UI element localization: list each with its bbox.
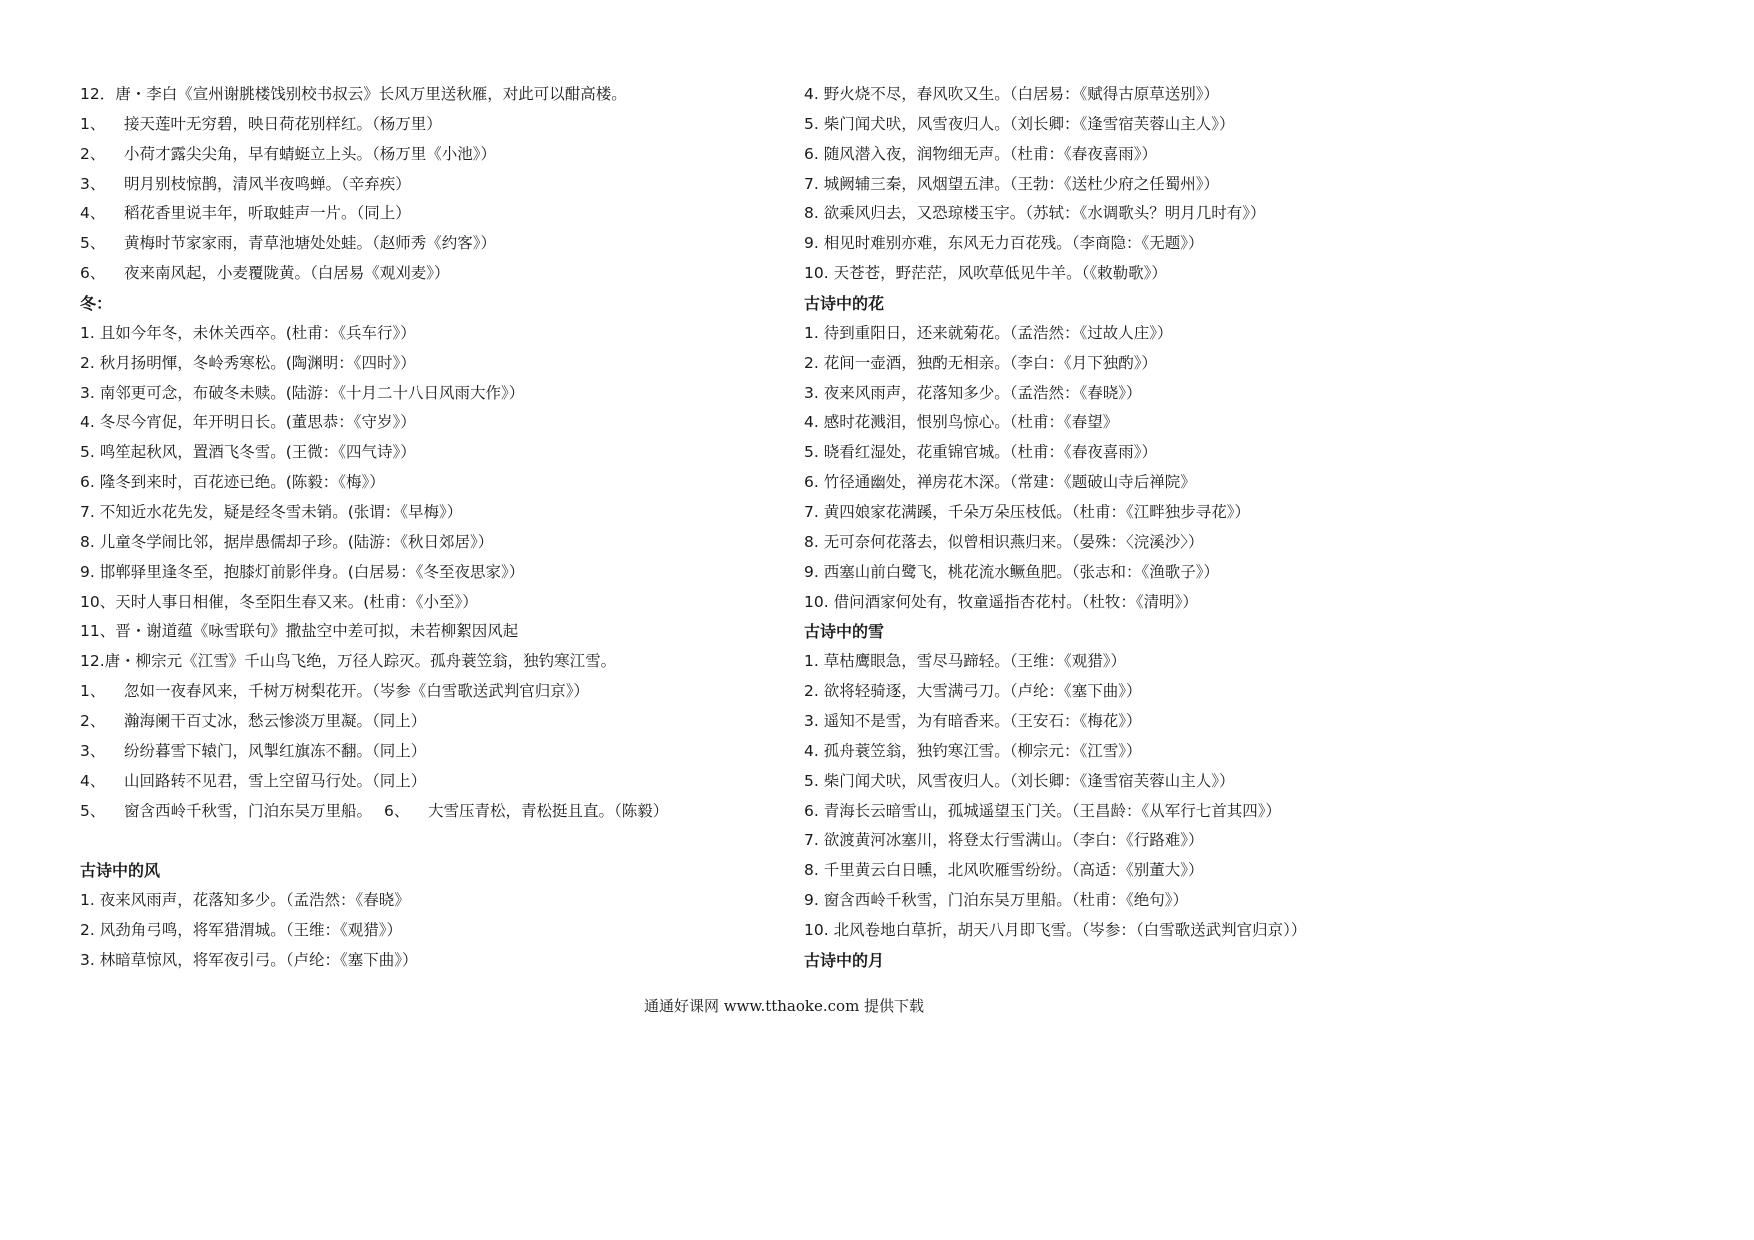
poem-line: 10、天时人事日相催，冬至阳生春又来。(杜甫：《小至》） xyxy=(80,592,478,611)
item-number: 3、 xyxy=(80,741,106,760)
poem-line: 3. 南邻更可念，布破冬未赎。(陆游：《十月二十八日风雨大作》） xyxy=(80,383,525,402)
poem-line: 10. 借问酒家何处有，牧童遥指杏花村。（杜牧：《清明》） xyxy=(804,592,1198,611)
poem-item xyxy=(80,140,770,170)
poem-line: 7. 欲渡黄河冰塞川，将登太行雪满山。（李白：《行路难》） xyxy=(804,831,1204,850)
poem-line: 1. 夜来风雨声，花落知多少。（孟浩然：《春晓》 xyxy=(80,891,410,910)
poem-item xyxy=(80,767,770,797)
poem-item xyxy=(80,110,770,140)
item-number: 5、 xyxy=(80,234,106,253)
right-column xyxy=(804,80,1504,976)
poem-line: 11、晋・谢道蕴《咏雪联句》撒盐空中差可拟，未若柳絮因风起 xyxy=(80,622,519,641)
poem-line: 4. 冬尽今宵促，年开明日长。(董思恭：《守岁》） xyxy=(80,413,416,432)
poem-line: 3. 林暗草惊风，将军夜引弓。（卢纶：《塞下曲》） xyxy=(80,950,418,969)
poem-line: 6. 隆冬到来时，百花迹已绝。(陈毅：《梅》） xyxy=(80,473,385,492)
poem-line: 5. 晓看红湿处，花重锦官城。（杜甫：《春夜喜雨》） xyxy=(804,443,1157,462)
item-text: 稻花香里说丰年，听取蛙声一片。（同上） xyxy=(124,204,411,223)
poem-line: 6. 随风潜入夜，润物细无声。（杜甫：《春夜喜雨》） xyxy=(804,144,1157,163)
item-number: 5、 xyxy=(80,801,106,820)
item-text: 瀚海阑干百丈冰，愁云惨淡万里凝。（同上） xyxy=(124,712,427,731)
poem-item xyxy=(80,170,770,200)
poem-line: 12.唐・柳宗元《江雪》千山鸟飞绝，万径人踪灭。孤舟蓑笠翁，独钓寒江雪。 xyxy=(80,652,617,671)
poem-item xyxy=(80,797,372,827)
item-number: 4、 xyxy=(80,204,106,223)
poem-line: 8. 欲乘风归去，又恐琼楼玉宇。（苏轼：《水调歌头？明月几时有》） xyxy=(804,204,1266,223)
section-heading: 古诗中的雪 xyxy=(804,622,885,642)
poem-line: 1. 且如今年冬，未休关西卒。(杜甫：《兵车行》） xyxy=(80,323,416,342)
item-text: 山回路转不见君，雪上空留马行处。（同上） xyxy=(124,771,427,790)
poem-line: 8. 千里黄云白日曛，北风吹雁雪纷纷。（高适：《别董大》） xyxy=(804,861,1204,880)
poem-line: 2. 花间一壶酒，独酌无相亲。（李白：《月下独酌》） xyxy=(804,353,1157,372)
poem-item xyxy=(384,797,668,827)
poem-line: 7. 不知近水花先发，疑是经冬雪未销。(张谓：《早梅》） xyxy=(80,503,463,522)
poem-line: 5. 鸣笙起秋风，置酒飞冬雪。(王微：《四气诗》） xyxy=(80,443,416,462)
left-column xyxy=(80,80,770,976)
poem-line: 12．唐・李白《宣州谢朓楼饯别校书叔云》长风万里送秋雁，对此可以酣高楼。 xyxy=(80,85,627,103)
poem-line: 5. 柴门闻犬吠，风雪夜归人。（刘长卿：《逢雪宿芙蓉山主人》） xyxy=(804,771,1235,790)
item-text: 夜来南风起，小麦覆陇黄。（白居易《观刈麦》） xyxy=(124,264,450,283)
item-number: 6、 xyxy=(80,264,106,283)
item-number: 4、 xyxy=(80,771,106,790)
poem-line: 9. 邯郸驿里逢冬至，抱膝灯前影伴身。(白居易：《冬至夜思家》） xyxy=(80,562,525,581)
item-text: 忽如一夜春风来，千树万树梨花开。（岑参《白雪歌送武判官归京》） xyxy=(124,682,590,701)
poem-item xyxy=(80,229,770,259)
poem-line: 2. 风劲角弓鸣，将军猎渭城。（王维：《观猎》） xyxy=(80,921,402,940)
poem-line: 4. 感时花溅泪，恨别鸟惊心。（杜甫：《春望》 xyxy=(804,413,1119,432)
poem-line: 9. 西塞山前白鹭飞，桃花流水鳜鱼肥。（张志和：《渔歌子》） xyxy=(804,562,1219,581)
poem-line: 9. 相见时难别亦难，东风无力百花残。（李商隐：《无题》） xyxy=(804,234,1204,253)
poem-line: 1. 待到重阳日，还来就菊花。（孟浩然：《过故人庄》） xyxy=(804,323,1173,342)
section-heading: 古诗中的月 xyxy=(804,950,885,970)
poem-line: 6. 青海长云暗雪山，孤城遥望玉门关。（王昌龄：《从军行七首其四》） xyxy=(804,801,1281,820)
poem-line: 8. 无可奈何花落去，似曾相识燕归来。（晏殊：〈浣溪沙〉） xyxy=(804,532,1204,551)
item-number: 2、 xyxy=(80,144,106,163)
section-heading: 古诗中的花 xyxy=(804,294,885,314)
poem-item-pair xyxy=(80,797,770,827)
section-heading: 古诗中的风 xyxy=(80,861,161,881)
poem-line: 10. 北风卷地白草折，胡天八月即飞雪。（岑参：（白雪歌送武判官归京）） xyxy=(804,921,1307,940)
section-heading: 冬： xyxy=(80,294,113,314)
poem-line: 4. 野火烧不尽，春风吹又生。（白居易：《赋得古原草送别》） xyxy=(804,85,1219,103)
poem-item xyxy=(80,199,770,229)
item-number: 1、 xyxy=(80,114,106,133)
item-text: 黄梅时节家家雨，青草池塘处处蛙。（赵师秀《约客》） xyxy=(124,234,497,253)
item-number: 6、 xyxy=(384,801,410,820)
item-text: 小荷才露尖尖角，早有蜻蜓立上头。（杨万里《小池》） xyxy=(124,144,497,163)
item-number: 2、 xyxy=(80,712,106,731)
poem-line: 9. 窗含西岭千秋雪，门泊东吴万里船。（杜甫：《绝句》） xyxy=(804,891,1188,910)
poem-item xyxy=(80,707,770,737)
poem-line: 3. 遥知不是雪，为有暗香来。（王安石：《梅花》） xyxy=(804,712,1142,731)
item-number: 3、 xyxy=(80,174,106,193)
poem-line: 6. 竹径通幽处，禅房花木深。（常建：《题破山寺后禅院》 xyxy=(804,473,1196,492)
poem-line: 3. 夜来风雨声，花落知多少。（孟浩然：《春晓》） xyxy=(804,383,1142,402)
poem-line: 2. 秋月扬明惲，冬岭秀寒松。(陶渊明：《四时》） xyxy=(80,353,416,372)
poem-item xyxy=(80,677,770,707)
item-text: 接天莲叶无穷碧，映日荷花别样红。（杨万里） xyxy=(124,114,442,133)
item-text: 纷纷暮雪下辕门，风掣红旗冻不翻。（同上） xyxy=(124,741,427,760)
poem-item xyxy=(80,737,770,767)
item-text: 明月别枝惊鹊，清风半夜鸣蝉。（辛弃疾） xyxy=(124,174,411,193)
poem-line: 7. 黄四娘家花满蹊，千朵万朵压枝低。（杜甫：《江畔独步寻花》） xyxy=(804,503,1250,522)
poem-line: 10. 天苍苍，野茫茫，风吹草低见牛羊。（《敕勒歌》） xyxy=(804,264,1167,283)
poem-line: 5. 柴门闻犬吠，风雪夜归人。（刘长卿：《逢雪宿芙蓉山主人》） xyxy=(804,114,1235,133)
poem-line: 7. 城阙辅三秦，风烟望五津。（王勃：《送杜少府之任蜀州》） xyxy=(804,174,1219,193)
poem-line: 4. 孤舟蓑笠翁，独钓寒江雪。（柳宗元：《江雪》） xyxy=(804,741,1142,760)
footer-text: 通通好课网 www.tthaoke.com 提供下载 xyxy=(643,997,925,1015)
item-text: 大雪压青松，青松挺且直。（陈毅） xyxy=(428,801,669,820)
poem-item xyxy=(80,259,770,289)
blank-line xyxy=(80,826,770,856)
item-text: 窗含西岭千秋雪，门泊东吴万里船。 xyxy=(124,801,373,820)
poem-line: 1. 草枯鹰眼急，雪尽马蹄轻。（王维：《观猎》） xyxy=(804,652,1126,671)
poem-line: 8. 儿童冬学闹比邻，据岸愚儒却子珍。(陆游：《秋日郊居》） xyxy=(80,532,494,551)
item-number: 1、 xyxy=(80,682,106,701)
poem-line: 2. 欲将轻骑逐，大雪满弓刀。（卢纶：《塞下曲》） xyxy=(804,682,1142,701)
